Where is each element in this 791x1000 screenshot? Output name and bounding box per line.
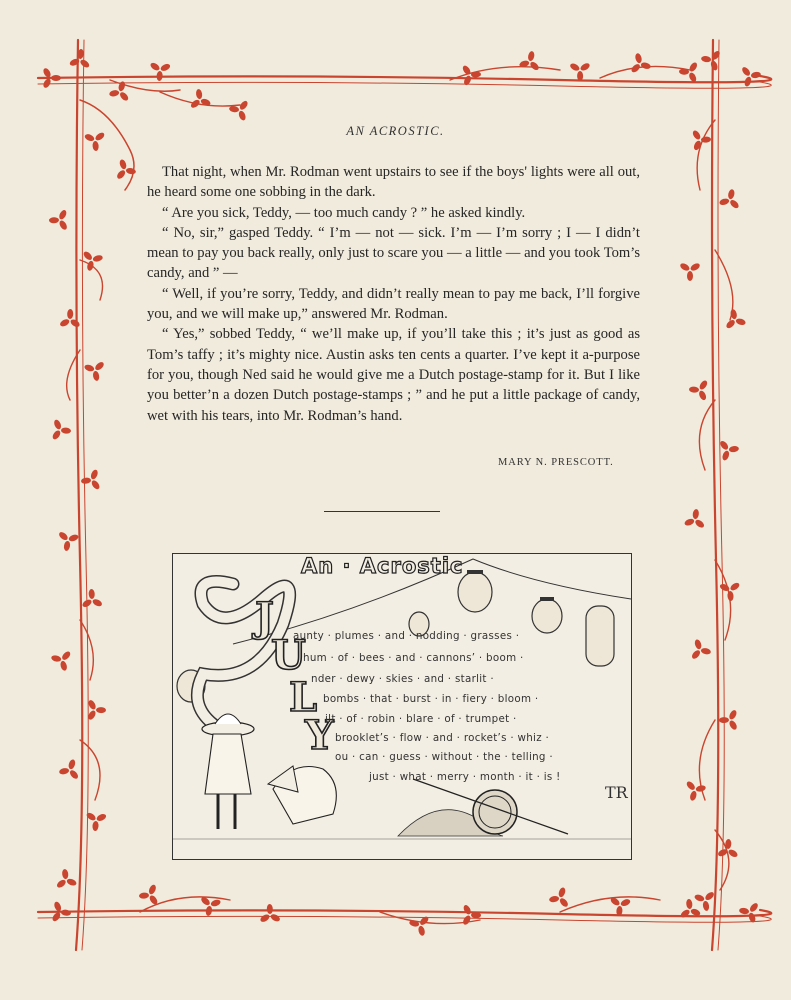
border-leaf xyxy=(59,767,70,775)
border-leaf xyxy=(529,60,540,71)
border-leaf xyxy=(739,907,750,915)
acrostic-letter-y: Y xyxy=(305,712,334,759)
border-leaf xyxy=(58,209,68,221)
border-leaf xyxy=(694,639,703,650)
border-leaf xyxy=(710,60,719,71)
border-leaf xyxy=(729,198,740,209)
border-leaf xyxy=(59,318,71,328)
article-heading: AN ACROSTIC. xyxy=(346,124,445,138)
border-leaf xyxy=(118,91,129,102)
border-leaf xyxy=(679,908,691,919)
border-leaf xyxy=(69,318,81,328)
border-leaf xyxy=(620,898,632,908)
border-leaf xyxy=(719,717,729,723)
border-leaf xyxy=(79,58,91,69)
acrostic-line: aunty · plumes · and · nodding · grasses · xyxy=(293,630,520,642)
border-leaf xyxy=(51,429,62,441)
border-leaf xyxy=(729,581,741,592)
border-leaf xyxy=(549,895,560,903)
border-leaf xyxy=(704,891,716,902)
border-leaf xyxy=(84,364,95,373)
border-leaf xyxy=(229,106,240,113)
border-leaf xyxy=(527,51,535,62)
border-leaf xyxy=(579,62,591,72)
border-leaf xyxy=(90,469,99,481)
border-leaf xyxy=(687,271,693,281)
border-leaf xyxy=(53,419,63,431)
border-leaf xyxy=(698,379,709,391)
border-leaf xyxy=(109,89,120,97)
border-leaf xyxy=(205,905,213,916)
acrostic-line: hum · of · bees · and · cannons’ · boom · xyxy=(303,652,524,664)
border-leaf xyxy=(62,869,69,880)
story-text xyxy=(147,162,640,426)
border-leaf xyxy=(558,897,569,908)
border-leaf xyxy=(741,66,752,78)
border-leaf xyxy=(67,309,73,319)
border-leaf xyxy=(640,61,651,70)
border-leaf xyxy=(700,647,711,655)
border-leaf xyxy=(748,902,759,914)
acrostic-line: ou · can · guess · without · the · telling · xyxy=(335,751,553,763)
border-leaf xyxy=(51,654,62,662)
border-leaf xyxy=(96,813,108,823)
border-leaf xyxy=(92,254,103,262)
border-leaf xyxy=(689,790,698,801)
border-leaf xyxy=(61,650,72,661)
border-leaf xyxy=(195,89,202,100)
border-leaf xyxy=(86,260,94,271)
paragraph: “ Well, if you’re sorry, Teddy, and didn’t really mean to pay me back, I’ll forgive you, and we will make up,” answered Mr. Rodman. xyxy=(147,285,640,323)
border-leaf xyxy=(419,915,430,926)
border-leaf xyxy=(66,878,78,887)
border-leaf xyxy=(90,479,101,491)
border-leaf xyxy=(694,893,705,902)
border-leaf xyxy=(156,71,163,81)
border-leaf xyxy=(728,719,738,731)
illustration-drawing xyxy=(173,554,631,859)
border-leaf xyxy=(81,477,92,484)
border-leaf xyxy=(694,518,706,529)
border-leaf xyxy=(61,427,72,434)
artist-monogram: TR xyxy=(605,783,628,802)
border-leaf xyxy=(238,110,247,122)
border-leaf xyxy=(267,904,273,914)
border-leaf xyxy=(117,81,126,92)
acrostic-line: nder · dewy · skies · and · starlit · xyxy=(311,673,494,685)
border-leaf xyxy=(94,361,105,372)
border-leaf xyxy=(688,61,698,73)
border-leaf xyxy=(96,707,106,713)
border-leaf xyxy=(160,63,172,73)
border-leaf xyxy=(689,262,701,272)
border-leaf xyxy=(125,167,136,175)
border-leaf xyxy=(685,780,696,791)
border-leaf xyxy=(58,531,70,542)
border-leaf xyxy=(569,62,581,72)
border-leaf xyxy=(149,61,161,72)
border-leaf xyxy=(139,892,150,899)
paragraph: That night, when Mr. Rodman went upstairs to see if the boys' lights were all out, he heard some one sobbing in the dark. xyxy=(147,164,640,201)
border-leaf xyxy=(735,317,746,326)
border-leaf xyxy=(82,250,93,261)
border-leaf xyxy=(85,811,97,822)
border-leaf xyxy=(750,71,761,79)
border-leaf xyxy=(61,909,72,916)
border-leaf xyxy=(92,821,99,831)
border-leaf xyxy=(462,904,472,916)
border-leaf xyxy=(679,262,691,272)
border-leaf xyxy=(116,169,127,180)
illustration-title: An · Acrostic xyxy=(301,554,464,578)
border-leaf xyxy=(119,159,128,170)
acrostic-letter-l: L xyxy=(289,674,318,721)
border-leaf xyxy=(684,518,696,527)
border-leaf xyxy=(727,189,735,200)
border-leaf xyxy=(728,445,739,452)
border-leaf xyxy=(702,900,710,911)
paragraph: “ Yes,” sobbed Teddy, “ we’ll make up, if you’ll take this ; it’s just as good as Tom’s taffy ; it’s mighty nice. Austin asks ten cents a quarter. I’ve kept it a-purpose for you, though Ned said he would give me a Dutch postage-stamp for it. But I like you better’n a dozen Dutch postage-stamps ; ” and he put a little package of candy, wet with his tears, into Mr. Rodman’s hand. xyxy=(147,326,640,424)
border-leaf xyxy=(68,769,79,780)
border-leaf xyxy=(91,598,103,608)
border-leaf xyxy=(417,925,425,936)
acrostic-illustration xyxy=(172,553,632,860)
border-leaf xyxy=(148,884,158,896)
acrostic-letter-u: U xyxy=(271,632,306,679)
border-leaf xyxy=(68,759,77,770)
border-leaf xyxy=(719,197,730,206)
border-leaf xyxy=(92,141,99,152)
border-leaf xyxy=(92,370,100,381)
acrostic-line: just · what · merry · month · it · is ! xyxy=(369,771,561,783)
border-leaf xyxy=(51,75,61,81)
border-leaf xyxy=(58,219,68,231)
acrostic-letter-j: J xyxy=(255,594,274,641)
border-leaf xyxy=(558,887,567,898)
border-leaf xyxy=(88,589,95,599)
border-leaf xyxy=(49,217,59,223)
border-leaf xyxy=(698,390,708,402)
acrostic-line: ilt · of · robin · blare · of · trumpet · xyxy=(325,713,517,725)
border-leaf xyxy=(269,913,281,923)
border-leaf xyxy=(719,440,730,452)
border-leaf xyxy=(634,53,642,64)
border-leaf xyxy=(689,386,699,393)
border-leaf xyxy=(210,899,221,908)
border-leaf xyxy=(462,914,472,926)
border-leaf xyxy=(259,913,271,923)
border-leaf xyxy=(701,55,712,62)
border-leaf xyxy=(42,77,52,89)
paragraph: “ Are you sick, Teddy, — too much candy ? ” he asked kindly. xyxy=(162,204,526,221)
acrostic-line: brooklet’s · flow · and · rocket’s · whiz · xyxy=(335,732,550,744)
border-leaf xyxy=(721,450,730,461)
border-leaf xyxy=(68,533,79,542)
border-leaf xyxy=(56,878,68,889)
border-leaf xyxy=(728,709,738,721)
author-signature: MARY N. PRESCOTT. xyxy=(498,457,614,468)
border-leaf xyxy=(53,901,62,913)
acrostic-line: bombs · that · burst · in · fiery · bloom · xyxy=(323,693,539,705)
border-leaf xyxy=(63,540,71,551)
border-leaf xyxy=(690,649,701,660)
border-leaf xyxy=(59,660,68,671)
border-leaf xyxy=(692,509,699,520)
border-leaf xyxy=(686,899,693,910)
border-leaf xyxy=(695,784,706,792)
paragraph: “ No, sir,” gasped Teddy. “ I’m — not — sick. I’m — I’m sorry ; I — I didn’t mean to pay you back really, only just to scare you — a little — and you took Tom’s candy, and ” — xyxy=(147,224,640,282)
section-divider xyxy=(324,511,440,512)
